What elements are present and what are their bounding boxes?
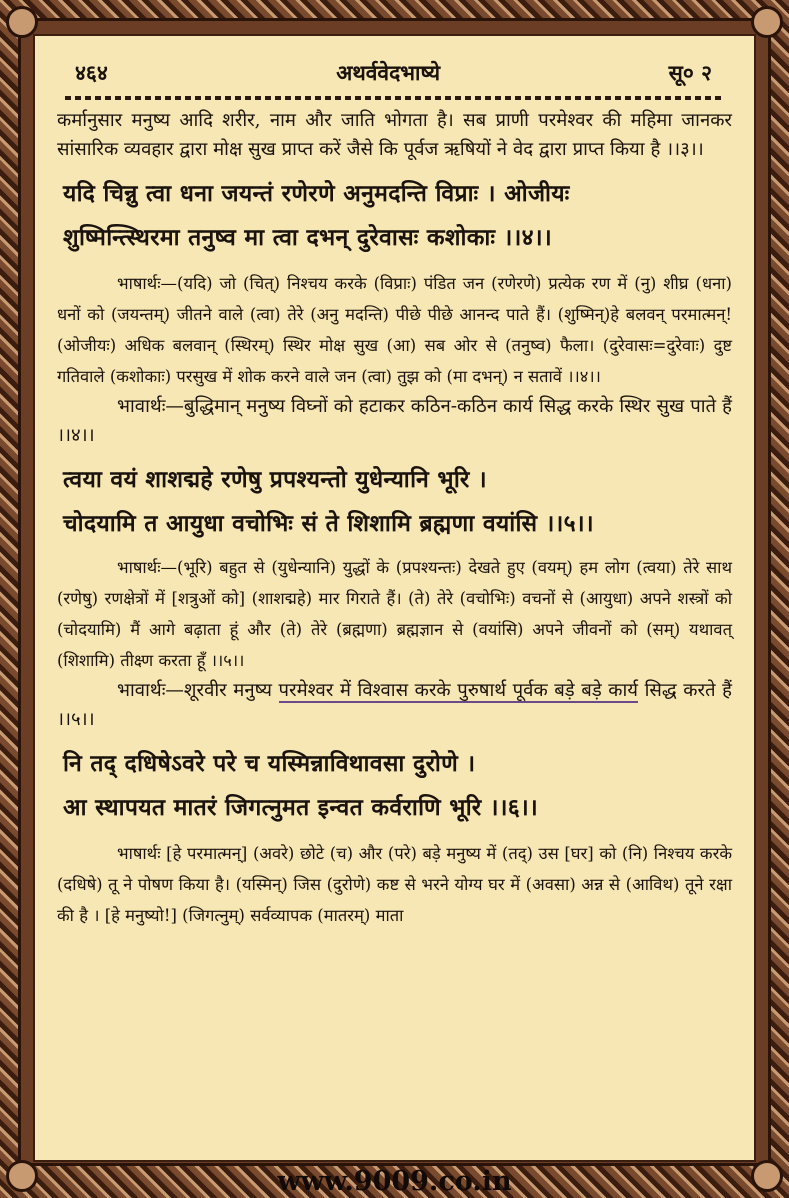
bhavartha-4: भावार्थः—बुद्धिमान् मनुष्य विघ्नों को हटाकर कठिन-कठिन कार्य सिद्ध करके स्थिर सुख पाते हैं ।।४।। (57, 396, 732, 446)
mantra-6-line-1: नि तद् दधिषेऽवरे परे च यस्मिन्नाविथावसा दुरोणे । (63, 750, 476, 777)
bhavartha-5-end: सिद्ध करते हैं ।।५।। (57, 680, 732, 730)
sukta-number: सू० २ (668, 60, 712, 85)
mantra-4-line-2: शुष्मिन्त्स्थिरमा तनुष्व मा त्वा दभन् दुरेवासः कशोकाः ।।४।। (63, 224, 552, 251)
mantra-6-line-2: आ स्थापयत मातरं जिगत्नुमत इन्वत कर्वराणि भूरि ।।६।। (63, 794, 539, 821)
page-number: ४६४ (75, 60, 108, 85)
website-url: www.9009.co.in (277, 1166, 512, 1197)
page-header (57, 56, 732, 90)
bhashartha-6: भाषार्थः [हे परमात्मन्] (अवरे) छोटे (च) और (परे) बड़े मनुष्य में (तद्) उस [घर] को (नि) निश्चय करके (दधिषे) तू ने पोषण किया है। (यस्मिन्) जिस (दुरोणे) कष्ट से भरने योग्य घर में (अवसा) अन्न से (आविथ) तूने रक्षा की है । [हे मनुष्यो!] (जिगत्नुम्) सर्वव्यापक (मातरम्) माता (57, 844, 732, 925)
bhashartha-4: भाषार्थः—(यदि) जो (चित्) निश्चय करके (विप्राः) पंडित जन (रणेरणे) प्रत्येक रण में (नु) शीघ्र (धना) धनों को (जयन्तम्) जीतने वाले (त्वा) तेरे (अनु मदन्ति) पीछे पीछे आनन्द पाते हैं। (शुष्मिन्)हे बलवन् परमात्मन्! (ओजीयः) अधिक बलवान् (स्थिरम्) स्थिर मोक्ष सुख (आ) सब ओर से (तनुष्व) फैला। (दुरेवासः=दुरेवाः) दुष्ट गतिवाले (कशोकाः) परसुख में शोक करने वाले जन (त्वा) तुझ को (मा दभन्) न सतावें ।।४।। (57, 274, 732, 386)
book-page (33, 34, 756, 1162)
mantra-4-line-1: यदि चिन्नु त्वा धना जयन्तं रणेरणे अनुमदन्ति विप्राः । ओजीयः (63, 180, 570, 207)
handwritten-underline: परमेश्वर में विश्वास करके पुरुषार्थ पूर्वक बड़े बड़े कार्य (278, 680, 639, 701)
bhashartha-5: भाषार्थः—(भूरि) बहुत से (युधेन्यानि) युद्धों के (प्रपश्यन्तः) देखते हुए (वयम्) हम लोग (त्वया) तेरे साथ (रणेषु) रणक्षेत्रों में [शत्रुओं को] (शाशद्महे) मार गिराते हैं। (ते) तेरे (वचोभिः) वचनों से (आयुधा) अपने शस्त्रों को (चोदयामि) मैं आगे बढ़ाता हूं और (ते) तेरे (ब्रह्मणा) ब्रह्मज्ञान से (वयांसि) अपने जीवनों को (सम्) यथावत् (शिशामि) तीक्ष्ण करता हूँ ।।५।। (57, 558, 732, 670)
bhavartha-5 (57, 676, 732, 734)
bhavartha-5-start: भावार्थः—शूरवीर मनुष्य (117, 680, 279, 701)
mantra-5-line-2: चोदयामि त आयुधा वचोभिः सं ते शिशामि ब्रह्मणा वयांसि ।।५।। (63, 510, 594, 537)
intro-paragraph: कर्मानुसार मनुष्य आदि शरीर, नाम और जाति भोगता है। सब प्राणी परमेश्वर की महिमा जानकर सांसारिक व्यवहार द्वारा मोक्ष सुख प्राप्त करें जैसे कि पूर्वज ऋषियों ने वेद द्वारा प्राप्त किया है ।।३।। (57, 110, 732, 160)
page-title: अथर्ववेदभाष्ये (336, 60, 441, 85)
mantra-5-line-1: त्वया वयं शाशद्महे रणेषु प्रपश्यन्तो युधेन्यानि भूरि । (63, 466, 487, 493)
header-rule (65, 96, 724, 100)
